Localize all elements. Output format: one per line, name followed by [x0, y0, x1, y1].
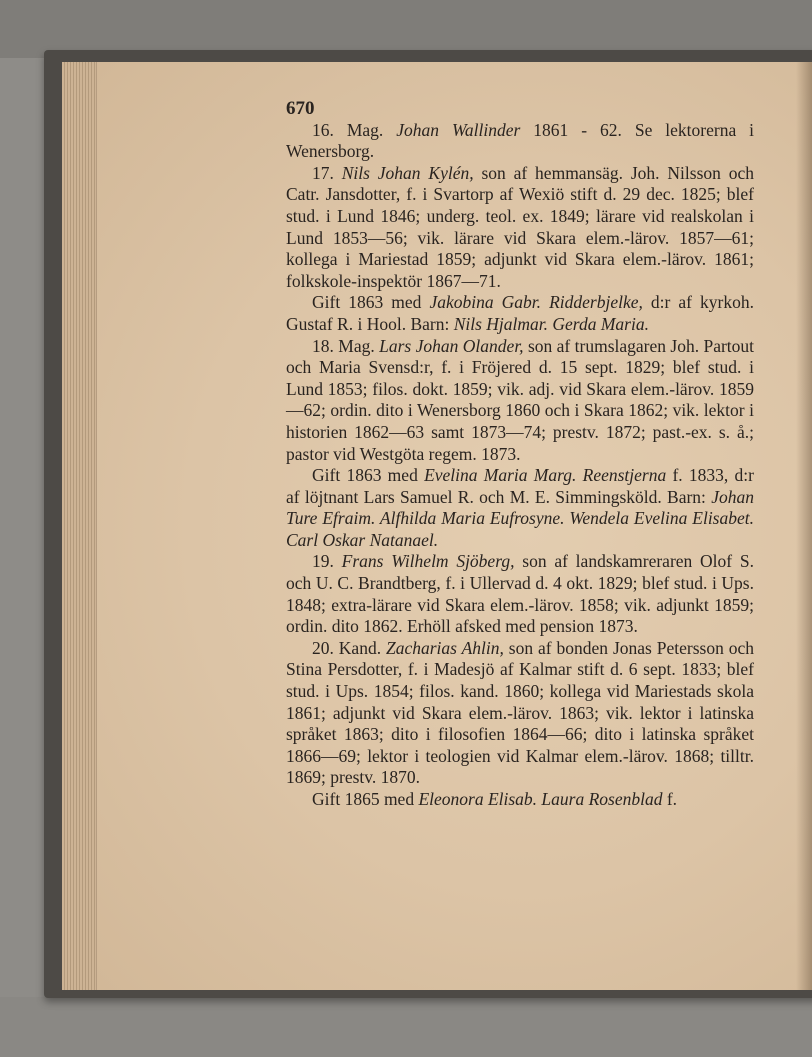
entry-name: Zacharias Ahlin,	[386, 637, 504, 658]
marriage-text: f.	[662, 789, 678, 809]
entry-18	[286, 336, 754, 466]
entry-16	[286, 120, 754, 163]
entry-18-marriage	[286, 465, 754, 551]
marriage-text: f. 1833, d:r af löjtnant Lars Samuel R. och M. E. Simmingsköld. Barn:	[286, 465, 754, 507]
entry-17-marriage	[286, 292, 754, 335]
desk-background-bottom	[0, 997, 812, 1057]
children-names: Johan Ture Efraim. Alfhilda Maria Eufrosyne. Wendela Evelina Elisabet. Carl Oskar Natanael.	[286, 486, 754, 550]
page-gutter-shadow	[796, 62, 812, 990]
page-text	[286, 98, 754, 811]
entry-17	[286, 163, 754, 293]
entry-number: 19.	[312, 551, 334, 572]
entry-name: Nils Johan Kylén,	[341, 162, 474, 183]
spouse-name: Eleonora Elisab. Laura Rosenblad	[418, 789, 663, 809]
entry-text: son af hemmansäg. Joh. Nilsson och Catr. Jansdotter, f. i Svartorp af Wexiö stift d. 29 dec. 1825; blef stud. i Lund 1846; underg. teol. ex. 1849; lärare vid realskolan i Lund 1853—56; vik. lärare vid Skara elem.-lärov. 1857—61; kollega i Mariestad 1859; adjunkt vid Skara elem.-lärov. 1861; folkskole-inspektör 1867—71.	[286, 162, 755, 291]
entry-title: Kand.	[338, 637, 382, 658]
marriage-prefix: Gift 1865 med	[312, 789, 419, 809]
entry-text: son af landskamreraren Olof S. och U. C. Brandtberg, f. i Ullervad d. 4 okt. 1829; blef stud. i Ups. 1848; extra-lärare vid Skara elem.-lärov. 1858; vik. adjunkt 1859; ordin. dito 1862. Erhöll afsked med pension 1873.	[286, 551, 754, 637]
entry-name: Frans Wilhelm Sjöberg,	[341, 551, 515, 572]
entry-name: Lars Johan Olander,	[379, 335, 524, 356]
entry-number: 17.	[312, 162, 334, 183]
entry-20	[286, 638, 754, 789]
entry-title: Mag.	[338, 335, 375, 356]
entry-title: Mag.	[346, 119, 384, 140]
entry-text: son af bonden Jonas Petersson och Stina Persdotter, f. i Madesjö af Kalmar stift d. 6 sept. 1833; blef stud. i Ups. 1854; filos. kand. 1860; kollega vid Mariestads skola 1861; adjunkt vid Skara elem.-lärov. 1863; vik. lektor i latinska språket 1863; dito i filosofien 1864—66; dito i latinska språket 1866—69; lektor i teologien vid Kalmar elem.-lärov. 1868; tilltr. 1869; prestv. 1870.	[286, 637, 755, 788]
entry-text: son af trumslagaren Joh. Partout och Maria Svensd:r, f. i Fröjered d. 15 sept. 1829; blef stud. i Lund 1853; filos. dokt. 1859; vik. adj. vid Skara elem.-lärov. 1859—62; ordin. dito i Wenersborg 1860 och i Skara 1862; vik. lektor i historien 1862—63 samt 1873—74; prestv. 1872; past.-ex. s. å.; pastor vid Westgöta regem. 1873.	[286, 335, 755, 464]
entry-number: 16.	[312, 119, 334, 140]
entry-20-marriage	[286, 789, 754, 811]
marriage-text: d:r af kyrkoh. Gustaf R. i Hool. Barn:	[286, 292, 754, 334]
entry-name: Johan Wallinder	[396, 119, 521, 140]
marriage-prefix: Gift 1863 med	[312, 292, 430, 313]
entry-19	[286, 551, 754, 637]
spouse-name: Evelina Maria Marg. Reenstjerna	[424, 465, 667, 486]
entry-number: 20.	[312, 637, 334, 658]
page-number: 670	[286, 98, 315, 119]
marriage-prefix: Gift 1863 med	[312, 465, 425, 486]
children-names: Nils Hjalmar. Gerda Maria.	[453, 313, 649, 334]
entry-text: 1861 - 62. Se lektorerna i Wenersborg.	[286, 119, 755, 162]
spouse-name: Jakobina Gabr. Ridderbjelke,	[429, 292, 643, 313]
entry-number: 18.	[312, 335, 334, 356]
